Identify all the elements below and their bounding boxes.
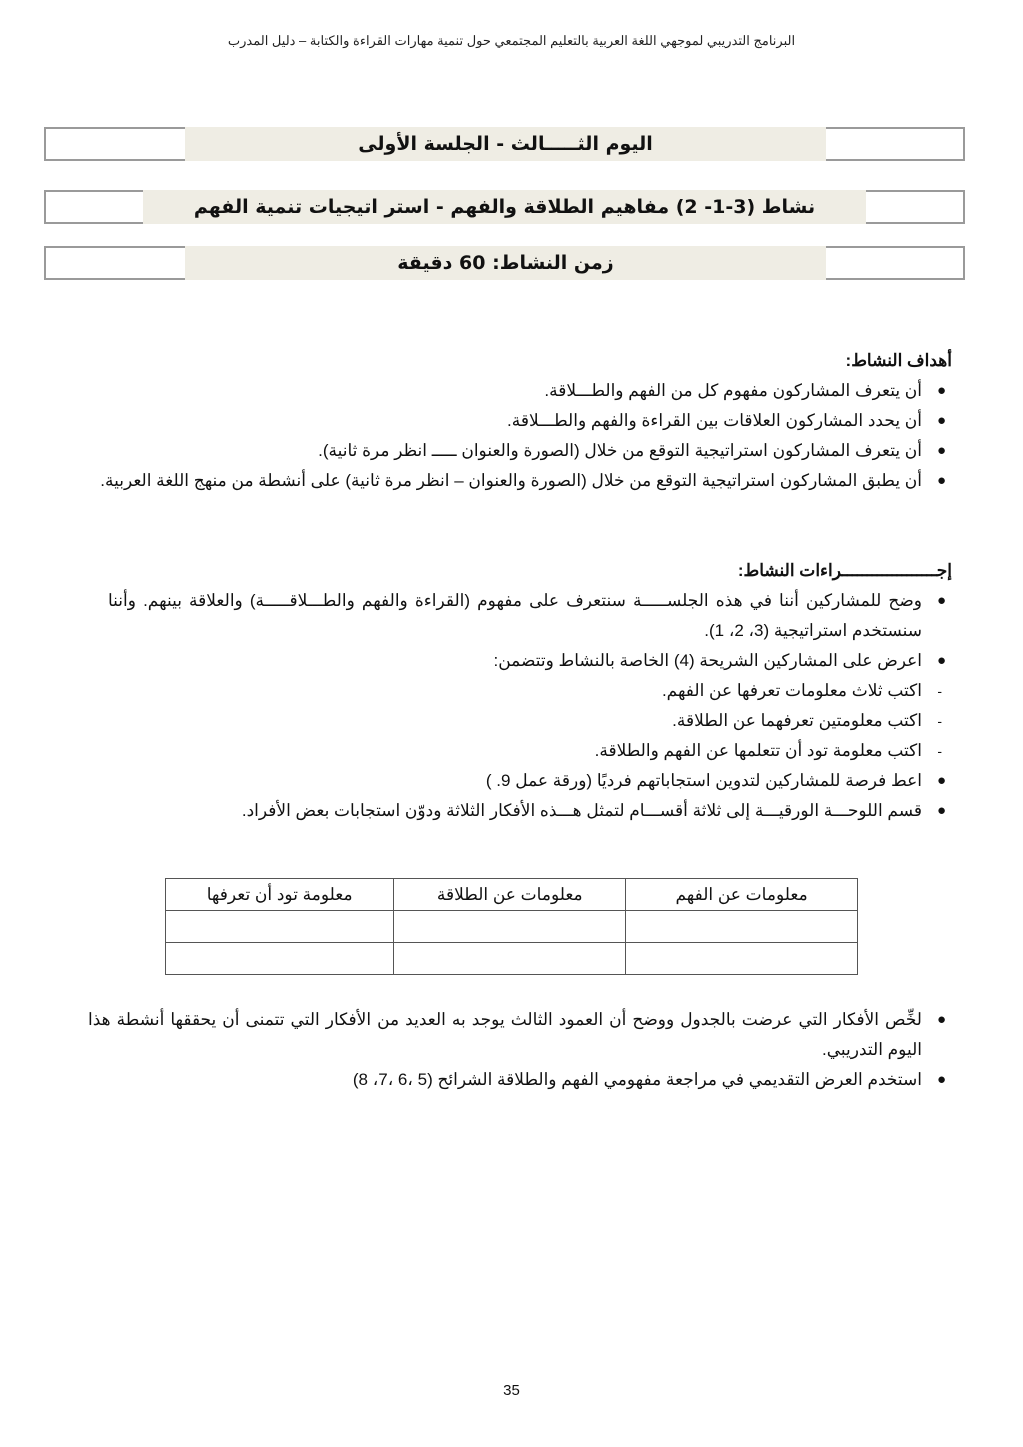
objectives-section — [88, 346, 952, 496]
list-item: ● قسم اللوحـــة الورقيـــة إلى ثلاثة أقســـام لتمثل هـــذه الأفكار الثلاثة ودوّن استجابات بعض الأفراد. — [108, 796, 952, 826]
table-cell — [626, 943, 858, 975]
bullet-icon: ● — [936, 1011, 946, 1028]
duration-band — [44, 246, 965, 280]
list-item: ● أن يحدد المشاركون العلاقات بين القراءة والفهم والطـــلاقة. — [88, 406, 952, 436]
page-number: 35 — [503, 1382, 520, 1399]
table-header-row — [166, 879, 858, 911]
bullet-icon: ● — [936, 802, 946, 819]
list-item: - اكتب ثلاث معلومات تعرفها عن الفهم. — [108, 676, 952, 706]
list-item: - اكتب معلومة تود أن تتعلمها عن الفهم والطلاقة. — [108, 736, 952, 766]
list-item: ● أن يطبق المشاركون استراتيجية التوقع من خلال (الصورة والعنوان – انظر مرة ثانية) على أنشطة من منهج اللغة العربية. — [88, 466, 952, 496]
closing-list — [88, 1005, 952, 1095]
bullet-icon: ● — [936, 382, 946, 399]
table-cell — [166, 911, 394, 943]
list-item: ● أن يتعرف المشاركون استراتيجية التوقع من خلال (الصورة والعنوان ـــــ انظر مرة ثانية). — [88, 436, 952, 466]
bullet-icon: ● — [936, 412, 946, 429]
list-item: ● اعرض على المشاركين الشريحة (4) الخاصة بالنشاط وتتضمن: — [108, 646, 952, 676]
dash-icon: - — [937, 743, 942, 759]
dash-icon: - — [937, 713, 942, 729]
objectives-list — [88, 376, 952, 496]
running-header: البرنامج التدريبي لموجهي اللغة العربية بالتعليم المجتمعي حول تنمية مهارات القراءة والكتابة – دليل المدرب — [227, 33, 796, 48]
procedures-heading: إجـــــــــــــــــــراءات النشاط: — [737, 561, 952, 580]
table-header-cell: معلومات عن الطلاقة — [394, 879, 626, 911]
day-session-title: اليوم الثـــــالث - الجلسة الأولى — [185, 127, 826, 161]
table-cell — [166, 943, 394, 975]
list-item: ● وضح للمشاركين أننا في هذه الجلســـــة سنتعرف على مفهوم (القراءة والفهم والطـــلاقـــــة) والعلاقة بينهم. وأننا سنستخدم استراتيجية (3، 2، 1). — [108, 586, 952, 646]
procedures-list — [108, 586, 952, 826]
table-cell — [626, 911, 858, 943]
table-cell — [394, 943, 626, 975]
list-item: ● لخِّص الأفكار التي عرضت بالجدول ووضح أن العمود الثالث يوجد به العديد من الأفكار التي تتمنى أن يحققها أنشطة هذا اليوم التدريبي. — [88, 1005, 952, 1065]
bullet-icon: ● — [936, 772, 946, 789]
bullet-icon: ● — [936, 652, 946, 669]
table-row — [166, 943, 858, 975]
activity-title: نشاط (3-1- 2) مفاهيم الطلاقة والفهم - استر اتيجيات تنمية الفهم — [143, 190, 866, 224]
bullet-icon: ● — [936, 472, 946, 489]
list-item: ● استخدم العرض التقديمي في مراجعة مفهومي الفهم والطلاقة الشرائح (5 ،6 ،7، 8) — [88, 1065, 952, 1095]
activity-duration: زمن النشاط: 60 دقيقة — [185, 246, 826, 280]
list-item: ● اعط فرصة للمشاركين لتدوين استجاباتهم فرديًا (ورقة عمل 9. ) — [108, 766, 952, 796]
bullet-icon: ● — [936, 442, 946, 459]
closing-section — [88, 1005, 952, 1095]
bullet-icon: ● — [936, 1071, 946, 1088]
knowledge-table — [165, 878, 858, 975]
table-header-cell: معلومات عن الفهم — [626, 879, 858, 911]
dash-icon: - — [937, 683, 942, 699]
objectives-heading: أهداف النشاط: — [845, 351, 952, 370]
bullet-icon: ● — [936, 592, 946, 609]
table-header-cell: معلومة تود أن تعرفها — [166, 879, 394, 911]
table-cell — [394, 911, 626, 943]
list-item: - اكتب معلومتين تعرفهما عن الطلاقة. — [108, 706, 952, 736]
list-item: ● أن يتعرف المشاركون مفهوم كل من الفهم والطـــلاقة. — [88, 376, 952, 406]
procedures-section — [108, 556, 952, 826]
table-row — [166, 911, 858, 943]
day-session-band — [44, 127, 965, 161]
activity-band — [44, 190, 965, 224]
